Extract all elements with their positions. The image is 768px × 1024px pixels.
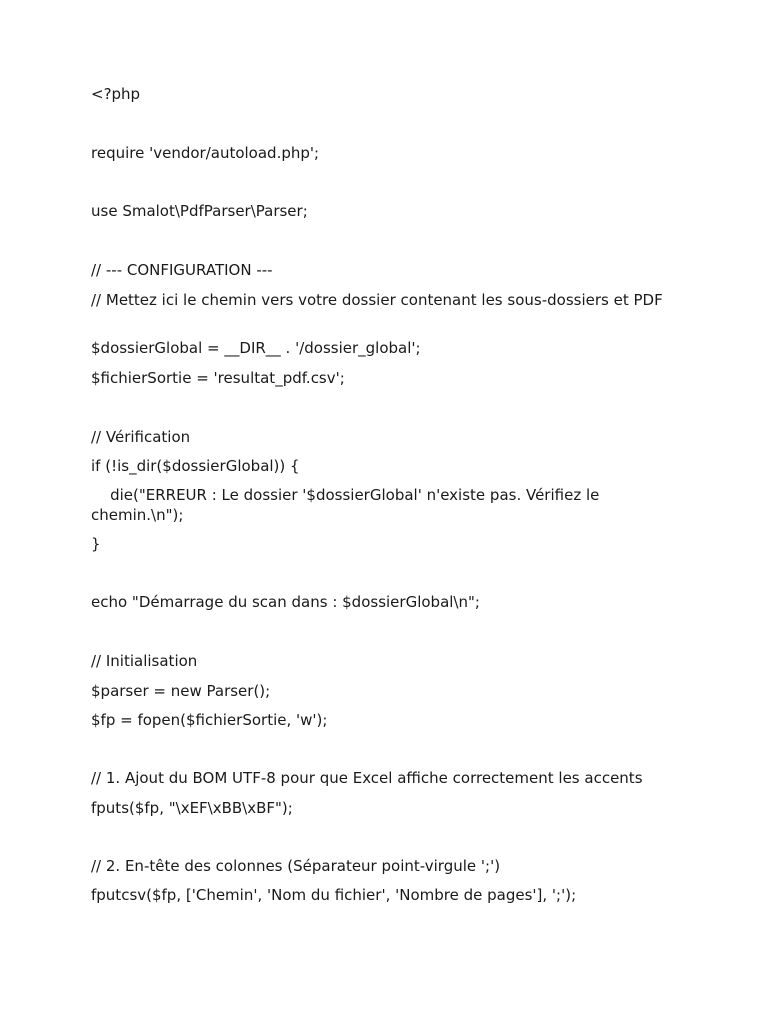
code-line-closing-brace: }: [91, 535, 101, 553]
comment-bom: // 1. Ajout du BOM UTF-8 pour que Excel affiche correctement les accents: [91, 769, 643, 787]
comment-path-instruction: // Mettez ici le chemin vers votre dossier contenant les sous-dossiers et PDF: [91, 291, 663, 309]
comment-verification: // Vérification: [91, 428, 191, 446]
code-line-use: use Smalot\PdfParser\Parser;: [91, 202, 308, 220]
comment-initialisation: // Initialisation: [91, 652, 198, 670]
code-line-fopen: $fp = fopen($fichierSortie, 'w');: [91, 711, 328, 729]
code-line-dossier-global: $dossierGlobal = __DIR__ . '/dossier_global';: [91, 339, 421, 357]
code-line-if-is-dir: if (!is_dir($dossierGlobal)) {: [91, 457, 300, 475]
code-line-php-open: <?php: [91, 85, 141, 103]
code-line-echo: echo "Démarrage du scan dans : $dossierGlobal\n";: [91, 593, 480, 611]
code-line-fputcsv: fputcsv($fp, ['Chemin', 'Nom du fichier', 'Nombre de pages'], ';');: [91, 886, 577, 904]
comment-header-columns: // 2. En-tête des colonnes (Séparateur point-virgule ';'): [91, 857, 501, 875]
code-line-require: require 'vendor/autoload.php';: [91, 144, 320, 162]
code-line-fichier-sortie: $fichierSortie = 'resultat_pdf.csv';: [91, 369, 345, 387]
comment-configuration: // --- CONFIGURATION ---: [91, 261, 273, 279]
code-line-parser: $parser = new Parser();: [91, 682, 271, 700]
code-line-fputs: fputs($fp, "\xEF\xBB\xBF");: [91, 799, 293, 817]
code-line-die: die("ERREUR : Le dossier '$dossierGlobal' n'existe pas. Vérifiez le chemin.\n");: [91, 486, 605, 524]
